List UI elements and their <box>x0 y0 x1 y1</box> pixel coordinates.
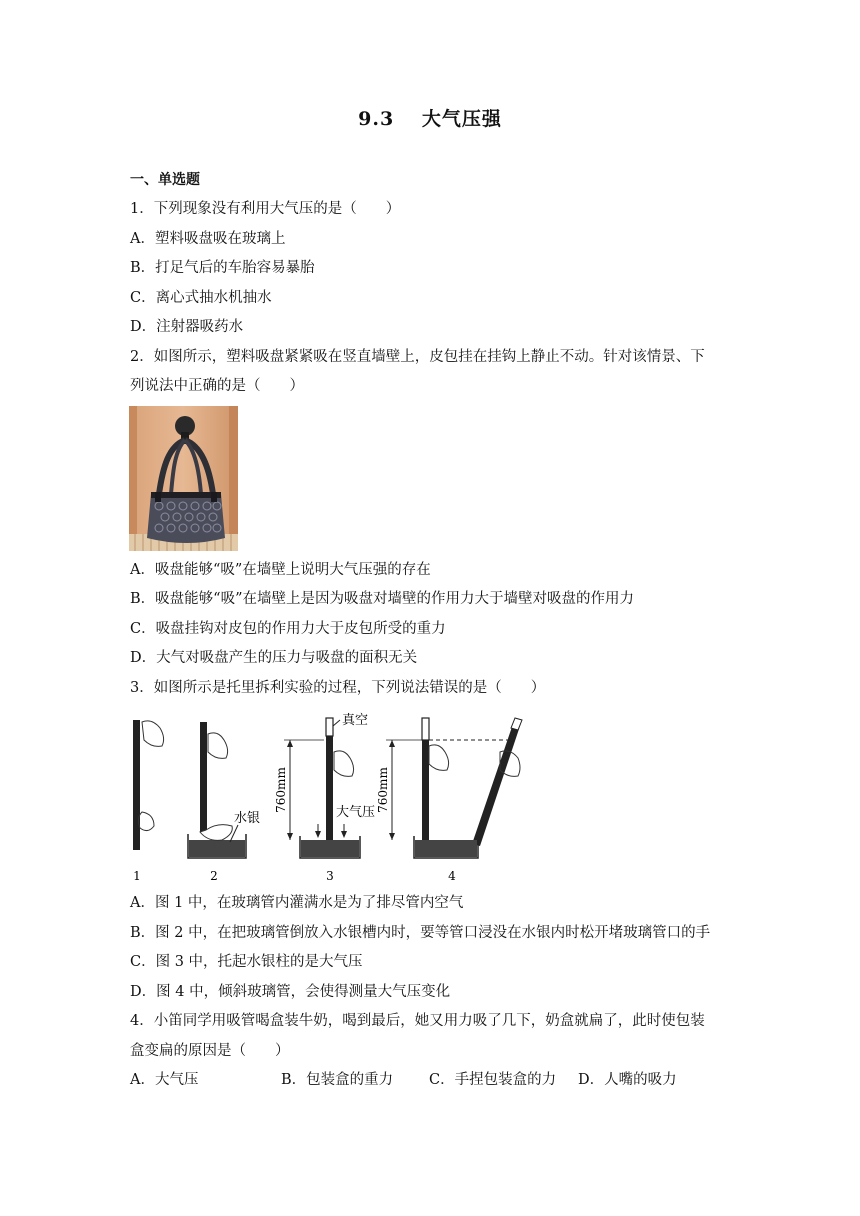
q3-option-d: D．图 4 中，倾斜玻璃管，会使得测量大气压变化 <box>130 984 451 1000</box>
label-760mm-fig4: 760mm <box>376 767 390 813</box>
fig-num-2: 2 <box>210 869 218 883</box>
label-760mm-fig3: 760mm <box>274 767 288 813</box>
q1-stem: 1．下列现象没有利用大气压的是（ ） <box>130 201 401 217</box>
fig-num-1: 1 <box>133 869 141 883</box>
q3-option-c: C．图 3 中，托起水银柱的是大气压 <box>130 954 363 970</box>
q2-stem-line1: 2．如图所示，塑料吸盘紧紧吸在竖直墙壁上，皮包挂在挂钩上静止不动。针对该情景、下 <box>130 349 705 365</box>
q1-option-d: D．注射器吸药水 <box>130 319 244 335</box>
section-heading: 一、单选题 <box>130 172 200 188</box>
fig-num-3: 3 <box>326 869 334 883</box>
q4-options-row <box>130 1070 730 1090</box>
label-vacuum: 真空 <box>342 713 369 728</box>
q4-option-a: A．大气压 <box>130 1072 199 1088</box>
q4-option-b: B．包装盒的重力 <box>281 1072 394 1088</box>
q4-stem-line1: 4．小笛同学用吸管喝盒装牛奶，喝到最后，她又用力吸了几下，奶盒就扁了，此时使包装 <box>130 1013 705 1029</box>
q2-option-d: D．大气对吸盘产生的压力与吸盘的面积无关 <box>130 650 418 666</box>
q3-stem: 3．如图所示是托里拆利实验的过程，下列说法错误的是（ ） <box>130 680 546 696</box>
label-atm-pressure: 大气压 <box>336 805 376 820</box>
q1-option-c: C．离心式抽水机抽水 <box>130 290 272 306</box>
handbag-suction-hook-photo <box>129 406 238 551</box>
q4-option-d: D．人嘴的吸力 <box>578 1072 677 1088</box>
fig-num-4: 4 <box>448 869 456 883</box>
q2-stem-line2: 列说法中正确的是（ ） <box>130 378 304 394</box>
q2-option-c: C．吸盘挂钩对皮包的作用力大于皮包所受的重力 <box>130 621 446 637</box>
label-mercury: 水银 <box>234 811 261 826</box>
q3-option-a: A．图 1 中，在玻璃管内灌满水是为了排尽管内空气 <box>130 895 464 911</box>
torricelli-experiment-figure <box>128 712 548 887</box>
q3-option-b: B．图 2 中，在把玻璃管倒放入水银槽内时，要等管口浸没在水银内时松开堵玻璃管口的手 <box>130 925 711 941</box>
q2-option-a: A．吸盘能够“吸”在墙壁上说明大气压强的存在 <box>130 562 431 578</box>
q1-option-a: A．塑料吸盘吸在玻璃上 <box>130 231 286 247</box>
page-title: 9.3 大气压强 <box>358 108 502 130</box>
q1-option-b: B．打足气后的车胎容易暴胎 <box>130 260 315 276</box>
q4-stem-line2: 盒变扁的原因是（ ） <box>130 1043 290 1059</box>
q4-option-c: C．手捏包装盒的力 <box>429 1072 557 1088</box>
q2-option-b: B．吸盘能够“吸”在墙壁上是因为吸盘对墙壁的作用力大于墙壁对吸盘的作用力 <box>130 591 634 607</box>
